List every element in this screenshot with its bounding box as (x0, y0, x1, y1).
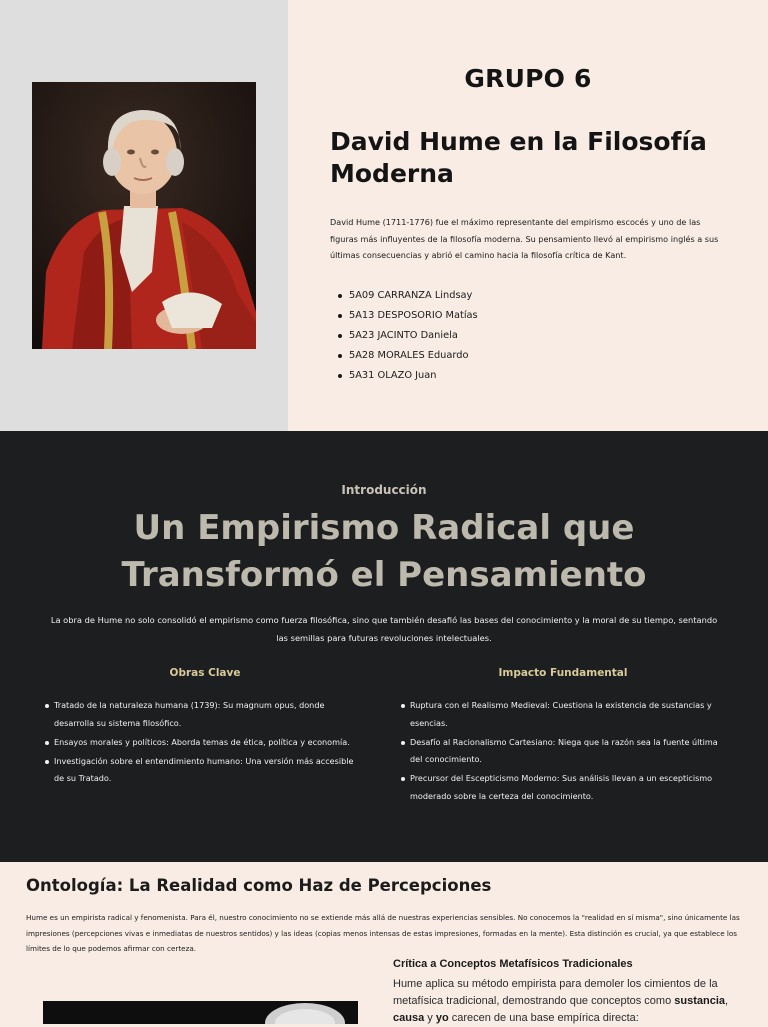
works-heading: Obras Clave (169, 667, 241, 679)
term-self: yo (435, 1012, 449, 1024)
portrait-panel (0, 0, 288, 431)
critique-text: Hume aplica su método empirista para demoler los cimientos de la metafísica tradicional, demostrando que conceptos como sustancia, causa y yo carecen de una base empírica directa: (393, 978, 729, 1024)
introduction-section (0, 431, 768, 862)
member-item: 5A09 CARRANZA Lindsay (336, 286, 478, 306)
section-lead: La obra de Hume no solo consolidó el empirismo como fuerza filosófica, sino que también desafió las bases del conocimiento y la moral de su tiempo, sentando las semillas para futuras revoluciones intelectuales. (50, 615, 718, 643)
ontology-paragraph: Hume es un empirista radical y fenomenista. Para él, nuestro conocimiento no se extiende más allá de nuestras experiencias sensibles. No conocemos la "realidad en sí misma", sino únicamente las impresiones (percepciones vivas e inmediatas de nuestros sentidos) y las ideas (copias menos intensas de estas impresiones, formadas en la mente). Esta distinción es crucial, ya que establece los límites de lo que podemos afirmar con certeza. (26, 913, 740, 953)
impact-heading: Impacto Fundamental (498, 667, 628, 679)
section-kicker: Introducción (341, 483, 427, 497)
bust-image (43, 1001, 358, 1024)
hero-section (0, 0, 768, 431)
works-item: Tratado de la naturaleza humana (1739): Su magnum opus, donde desarrolla su sistema filosófico. (44, 697, 362, 732)
impact-item: Precursor del Escepticismo Moderno: Sus análisis llevan a un escepticismo moderado sobre la certeza del conocimiento. (400, 770, 730, 805)
member-item: 5A13 DESPOSORIO Matías (336, 306, 478, 326)
member-item: 5A31 OLAZO Juan (336, 366, 478, 386)
ontology-title: Ontología: La Realidad como Haz de Percepciones (26, 876, 492, 895)
section-title: Un Empirismo Radical que Transformó el Pensamiento (121, 508, 647, 595)
works-list (44, 697, 362, 789)
member-list (336, 286, 478, 386)
member-item: 5A28 MORALES Eduardo (336, 346, 478, 366)
term-cause: causa (393, 1012, 425, 1024)
impact-item: Ruptura con el Realismo Medieval: Cuestiona la existencia de sustancias y esencias. (400, 697, 730, 732)
group-title: GRUPO 6 (464, 64, 592, 93)
intro-paragraph: David Hume (1711-1776) fue el máximo representante del empirismo escocés y uno de las figuras más influyentes de la filosofía moderna. Su pensamiento llevó al empirismo inglés a sus últimas consecuencias y abrió el camino hacia la filosofía crítica de Kant. (330, 217, 719, 260)
ontology-section (0, 862, 768, 1024)
impact-item: Desafío al Racionalismo Cartesiano: Niega que la razón sea la fuente última del conocimiento. (400, 734, 730, 769)
portrait-image (32, 82, 256, 349)
works-item: Investigación sobre el entendimiento humano: Una versión más accesible de su Tratado. (44, 753, 362, 788)
member-item: 5A23 JACINTO Daniela (336, 326, 478, 346)
page-title: David Hume en la Filosofía Moderna (330, 127, 707, 188)
term-substance: sustancia (674, 995, 726, 1007)
critique-heading: Crítica a Conceptos Metafísicos Tradicionales (393, 958, 633, 970)
works-item: Ensayos morales y políticos: Aborda temas de ética, política y economía. (44, 734, 362, 752)
impact-list (400, 697, 730, 807)
